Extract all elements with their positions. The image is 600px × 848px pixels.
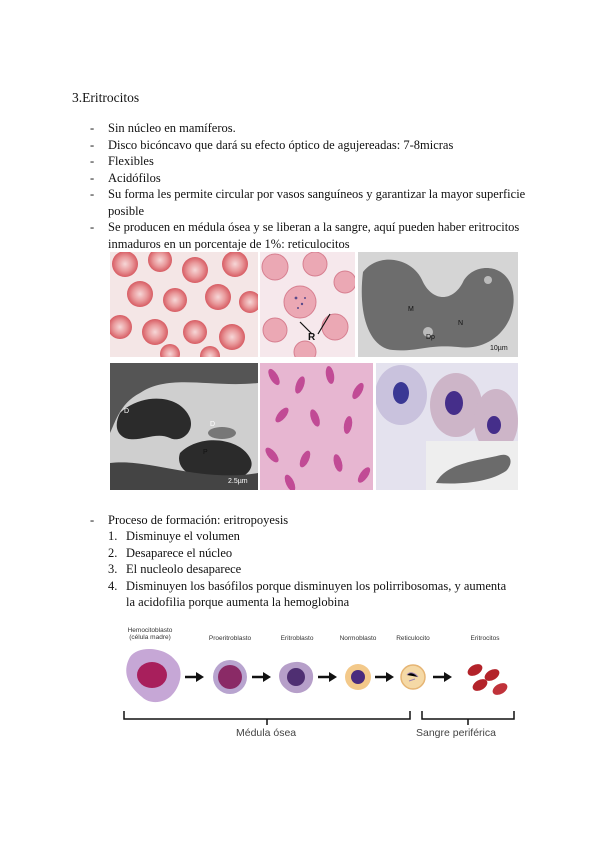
list-item: - Disco bicóncavo que dará su efecto óptico de agujereadas: 7-8micras bbox=[90, 137, 454, 152]
micrograph-oval-erythrocytes bbox=[376, 363, 518, 490]
step-item: 2. Desaparece el núcleo bbox=[108, 545, 233, 560]
micrograph-tem-erythrocyte bbox=[358, 252, 518, 357]
stage-name: Proeritroblasto bbox=[208, 635, 252, 642]
list-item: - Proceso de formación: eritropoyesis bbox=[90, 513, 289, 527]
region-label-sangre-periferica: Sangre periférica bbox=[416, 727, 496, 739]
list-item: - Su forma les permite circular por vasos sanguíneos y garantizar la mayor superficie posible bbox=[90, 187, 526, 218]
section-title: 3.Eritrocitos bbox=[72, 90, 140, 105]
stage-name: Reticulocito bbox=[396, 635, 430, 642]
micrograph-tem-capillary bbox=[110, 363, 258, 490]
list-item: - Se producen en médula ósea y se liberan a la sangre, aquí pueden haber eritrocitos inmaduros en un porcentaje de 1%: reticulocitos bbox=[90, 220, 520, 251]
tem-label-n: N bbox=[458, 320, 464, 327]
micrograph-nucleated-erythrocytes bbox=[260, 363, 373, 490]
stage-name: Hemocitoblasto bbox=[127, 627, 173, 634]
list-item: - Sin núcleo en mamíferos. bbox=[90, 121, 236, 135]
stage-label-eritrocitos bbox=[450, 635, 520, 642]
step-item: 4. Disminuyen los basófilos porque disminuyen los polirribosomas, y aumenta la acidofilia porque aumenta la hemoglobina bbox=[108, 578, 507, 609]
formation-list bbox=[90, 512, 530, 529]
tem-scale-label: 10µm bbox=[490, 345, 508, 352]
step-item: 1. Disminuye el volumen bbox=[108, 529, 240, 543]
tem-bottom-label-d1: D bbox=[124, 408, 130, 415]
reticulocyte-marker-label: R bbox=[308, 332, 316, 343]
tem-bottom-scale-label: 2.5µm bbox=[228, 478, 248, 485]
stage-label-proeritroblasto bbox=[195, 635, 265, 642]
region-label-medula-osea: Médula ósea bbox=[236, 727, 297, 739]
tem-label-m: M bbox=[408, 306, 414, 313]
stage-name: Eritrocitos bbox=[470, 635, 500, 642]
tem-bottom-label-d2: D bbox=[210, 421, 216, 428]
list-item: - Acidófilos bbox=[90, 170, 161, 185]
stage-label-eritroblasto bbox=[262, 635, 332, 642]
erythropoiesis-diagram bbox=[110, 615, 522, 765]
stage-sub: (célula madre) bbox=[129, 634, 171, 641]
erythrocyte-features-list bbox=[90, 120, 530, 252]
list-item: - Flexibles bbox=[90, 154, 154, 168]
tem-bottom-label-p: P bbox=[203, 449, 208, 456]
micrograph-reticulocytes bbox=[260, 252, 355, 357]
stage-name: Eritroblasto bbox=[280, 635, 314, 642]
micrograph-rbc-smear bbox=[110, 252, 258, 357]
step-item: 3. El nucleolo desaparece bbox=[108, 562, 242, 576]
stage-name: Normoblasto bbox=[339, 635, 377, 642]
stage-label-hemocitoblasto bbox=[115, 627, 185, 641]
stage-label-reticulocito bbox=[378, 635, 448, 642]
tem-label-dp: Dp bbox=[426, 334, 435, 341]
formation-steps-list bbox=[108, 528, 508, 611]
